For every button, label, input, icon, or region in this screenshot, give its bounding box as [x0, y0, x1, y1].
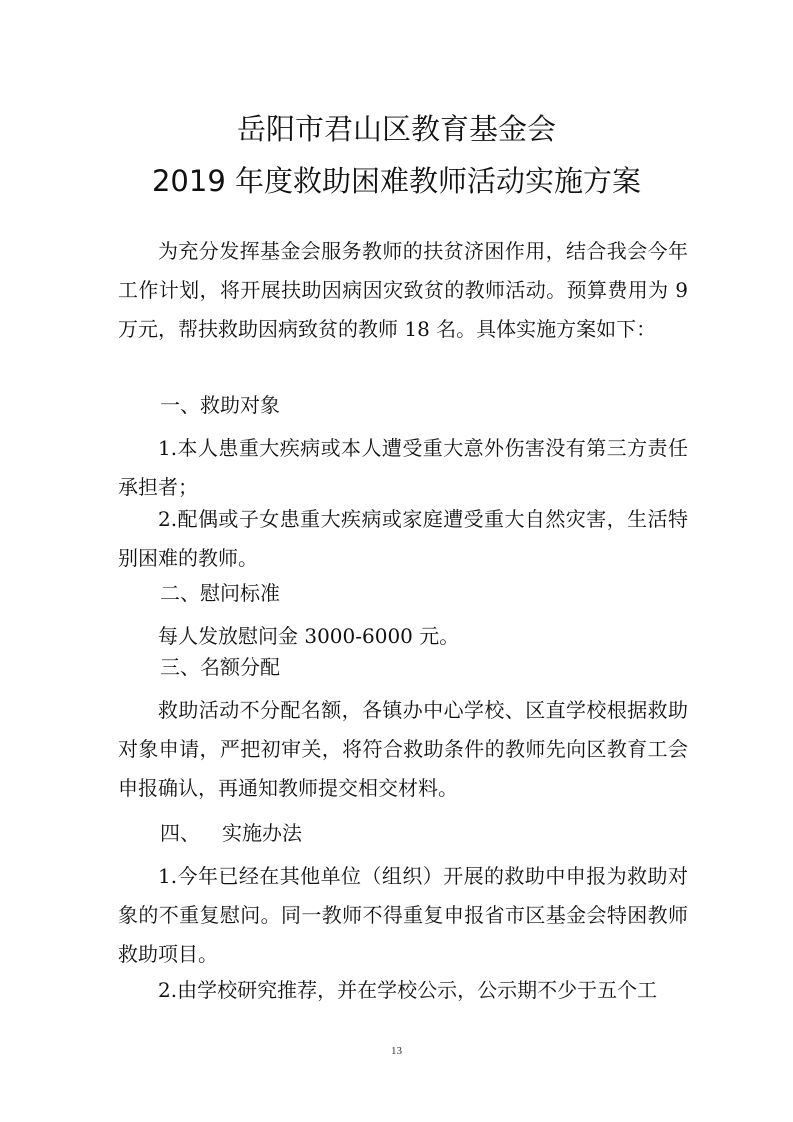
section-heading-4-prefix: 四、 — [160, 821, 200, 845]
section-1-paragraph-1: 1.本人患重大疾病或本人遭受重大意外伤害没有第三方责任承担者； — [118, 436, 688, 499]
section-heading-1: 一、救助对象 — [160, 393, 280, 417]
section-heading-3: 三、名额分配 — [160, 655, 280, 679]
section-1-paragraph-2: 2.配偶或子女患重大疾病或家庭遭受重大自然灾害，生活特别困难的教师。 — [118, 507, 688, 570]
section-2-paragraph-1: 每人发放慰问金 3000-6000 元。 — [158, 624, 460, 648]
section-4-paragraph-2: 2.由学校研究推荐，并在学校公示，公示期不少于五个工 — [158, 978, 658, 1002]
page-number: 13 — [391, 1045, 402, 1057]
document-title-line-2: 2019 年度救助困难教师活动实施方案 — [151, 164, 642, 198]
section-4-paragraph-1: 1.今年已经在其他单位（组织）开展的救助中申报为救助对象的不重复慰问。同一教师不得重复申报省市区基金会特困教师救助项目。 — [118, 864, 688, 966]
section-heading-2: 二、慰问标准 — [160, 581, 280, 605]
document-title-line-1: 岳阳市君山区教育基金会 — [236, 112, 556, 146]
section-3-paragraph-1: 救助活动不分配名额，各镇办中心学校、区直学校根据救助对象申请，严把初审关，将符合救助条件的教师先向区教育工会申报确认，再通知教师提交相交材料。 — [118, 698, 688, 800]
section-heading-4-text: 实施办法 — [222, 821, 302, 845]
section-heading-4 — [160, 818, 302, 848]
intro-paragraph: 为充分发挥基金会服务教师的扶贫济困作用，结合我会今年工作计划，将开展扶助因病因灾致贫的教师活动。预算费用为 9 万元，帮扶救助因病致贫的教师 18 名。具体实施方案如下： — [118, 239, 688, 341]
